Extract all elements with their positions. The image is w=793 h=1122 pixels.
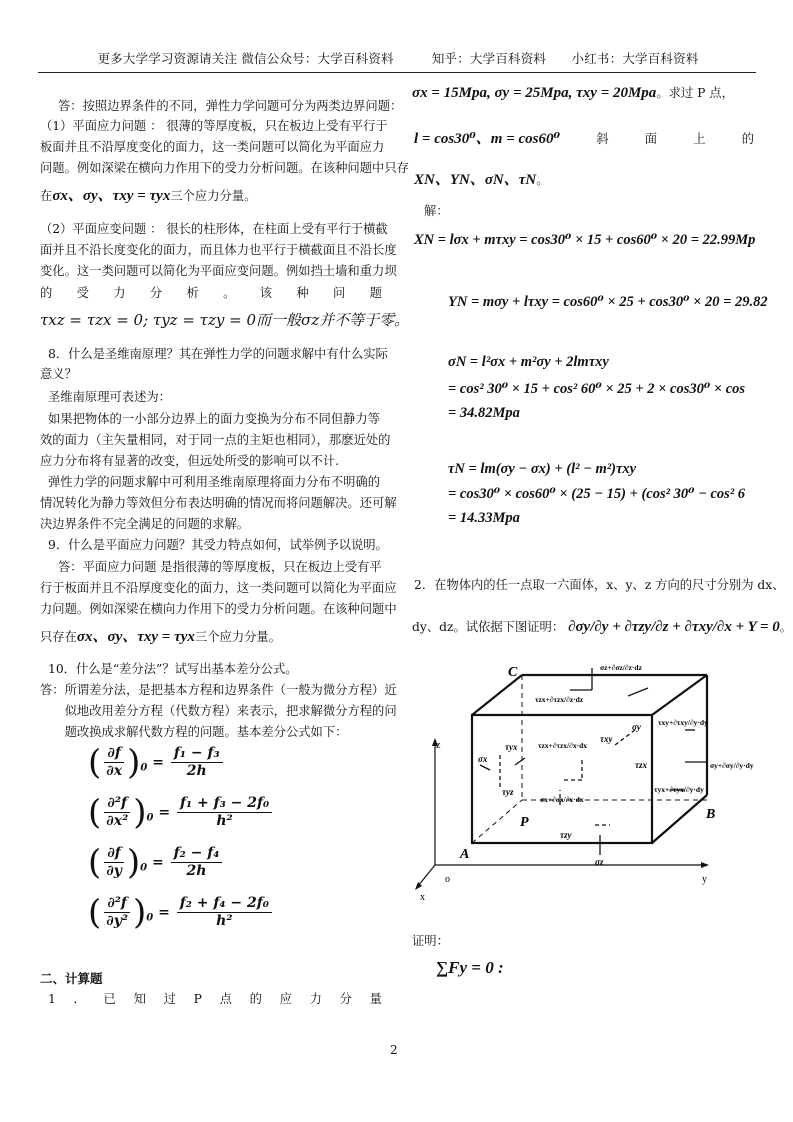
formula-d2fdx2: ( $\frac{\text{∂²f}}{\text{∂x²}}$ )$_0$ = $\frac{\text{f₁ + f₃ − 2f₀}}{\text{h²}}$: [88, 795, 274, 830]
intro-line: 答：按照边界条件的不同，弹性力学问题可分为两类边界问题：: [58, 99, 403, 113]
page-header: 更多大学学习资源请关注 微信公众号：大学百科资料 知乎：大学百科资料 小红书：大学百科资料: [97, 51, 699, 66]
q2-line-2: [412, 618, 792, 637]
label-sigma-z: σz: [595, 857, 604, 867]
formula-lhs-den: ∂x²: [106, 813, 129, 829]
eq-tau-n-3: = 14.33Mpa: [448, 510, 520, 526]
spread-word: 应: [279, 992, 292, 1006]
spread-word: 点: [219, 992, 232, 1006]
plane-strain-line-2: 面并且不沿长度变化的面力，而且体力也平行于横截面且不沿长度: [40, 243, 397, 257]
label-tau-zx-dx: τzx+∂τzx/∂x·dx: [538, 741, 588, 750]
spread-word: 种: [296, 286, 309, 300]
spread-word: P: [193, 992, 202, 1006]
q9-stress-math: σx、σy、τxy = τyx: [76, 629, 195, 645]
spread-word: 问: [333, 286, 346, 300]
proof-label: 证明：: [412, 934, 449, 948]
strain-math-line: τxz = τzx = 0; τyz = τzy = 0而一般σz并不等于零。: [40, 311, 410, 329]
q10-body-1: 答：所谓差分法，是把基本方程和边界条件（一般为微分方程）近: [40, 683, 397, 697]
subscript-zero: 0: [140, 762, 148, 774]
q9-body-1: 答：平面应力问题 是指很薄的等厚度板，只在板边上受有平: [58, 560, 382, 574]
spread-word: 斜: [596, 132, 609, 146]
formula-d2fdy2: ( $\frac{\text{∂²f}}{\text{∂y²}}$ )$_0$ = $\frac{\text{f₂ + f₄ − 2f₀}}{\text{h²}}$: [88, 895, 274, 930]
eq-xn: XN = lσx + mτxy = cos30⁰ × 15 + cos60⁰ × 20 = 22.99Mp: [414, 232, 756, 248]
eq-sigma-n-3: = 34.82Mpa: [448, 405, 520, 421]
plane-stress-line-3: 问题。例如深梁在横向力作用下的受力分析问题。在该种问题中只存: [40, 161, 409, 175]
label-sigma-x-dx: σx+∂σx/∂x·dx: [540, 795, 584, 804]
label-tau-zy: τzy: [560, 830, 572, 840]
eq-yn: YN = mσy + lτxy = cos60⁰ × 25 + cos30⁰ × 20 = 29.82: [448, 294, 768, 310]
q9-stress-line: [40, 628, 281, 647]
formula-rhs-num: f₁ − f₃: [171, 745, 223, 763]
vertex-p-label: P: [520, 815, 529, 830]
formula-rhs-den: 2h: [186, 763, 207, 779]
formula-lhs-num: ∂f: [104, 745, 124, 763]
q9-body-3: 力问题。例如深梁在横向力作用下的受力分析问题。在该种问题中: [40, 602, 397, 616]
q8-answer-intro: 圣维南原理可表述为：: [48, 390, 171, 404]
plane-stress-line-1: （1）平面应力问题 ： 很薄的等厚度板，只在板边上受有平行于: [40, 119, 388, 133]
given-suffix: 。求过 P 点，: [656, 86, 734, 100]
q2-line-1: 2．在物体内的任一点取一六面体，x、y、z 方向的尺寸分别为 dx、: [414, 578, 785, 592]
spread-word: 上: [693, 132, 706, 146]
q9-title: 9．什么是平面应力问题？其受力特点如何，试举例予以说明。: [48, 538, 388, 552]
formula-lhs-den: ∂y²: [106, 913, 129, 929]
formula-rhs-den: h²: [216, 913, 233, 929]
spread-word: 面: [644, 132, 658, 146]
given-math: σx = 15Mpa, σy = 25Mpa, τxy = 20Mpa: [412, 85, 657, 101]
spread-word: 过: [163, 992, 176, 1006]
hexahedron-diagram: [410, 650, 780, 910]
formula-dfdy: ( $\frac{\partial f}{\partial y}$ )$_0$ = $\frac{\text{f₂ − f₄}}{2h}$: [88, 845, 224, 880]
section-calc-title: 二、计算题: [40, 972, 103, 986]
formula-lhs-num: ∂f: [104, 845, 124, 863]
unknowns-suffix: 。: [536, 173, 549, 187]
label-sigma-z-dz: σz+∂σz/∂z·dz: [600, 663, 642, 672]
q2-eq-suffix: 。: [779, 620, 793, 634]
formula-rhs-num: f₁ + f₃ − 2f₀: [177, 795, 272, 813]
spread-word: 1: [48, 992, 56, 1006]
label-tau-yz: τyz: [502, 787, 514, 797]
q8-body2-2: 情况转化为静力等效但分布表达明确的情况而将问题解决。还可解: [40, 496, 397, 510]
subscript-zero: 0: [146, 812, 154, 824]
q8-body2-3: 决边界条件不完全满足的问题的求解。: [40, 517, 250, 531]
eq-sigma-n-2: = cos² 30⁰ × 15 + cos² 60⁰ × 25 + 2 × cos30⁰ × cos: [448, 381, 746, 397]
label-sigma-y-inner: σy: [632, 722, 641, 732]
q2-prefix: dy、dz。试依据下图证明：: [412, 620, 565, 634]
label-tau-xy: τxy: [600, 734, 613, 744]
sum-fy-equation: ∑Fy = 0 :: [436, 958, 504, 977]
label-tau-zx: τzx: [635, 760, 647, 770]
spread-word: 分: [149, 286, 163, 300]
q8-title: 8．什么是圣维南原理？其在弹性力学的问题求解中有什么实际: [48, 347, 388, 361]
stress-comp-suffix: 三个应力分量。: [170, 189, 257, 203]
q2-equation: ∂σy/∂y + ∂τzy/∂z + ∂τxy/∂x + Y = 0: [568, 619, 780, 635]
label-tau-yx-dy: τyx+∂τyx/∂y·dy: [654, 785, 704, 794]
label-tau-zx-dz: τzx+∂τzx/∂z·dz: [535, 695, 584, 704]
formula-rhs-den: h²: [216, 813, 233, 829]
q8-body-2: 效的面力（主矢量相同，对于同一点的主矩也相同），那麽近处的: [40, 433, 391, 447]
spread-word: 析: [186, 286, 199, 300]
label-sigma-y-dy: σy+∂σy/∂y·dy: [710, 761, 754, 770]
spread-word: 受: [76, 286, 89, 300]
stress-components-line: [40, 187, 256, 206]
spread-word: 已: [103, 992, 116, 1006]
spread-word: 分: [339, 992, 352, 1006]
direction-line: [414, 130, 754, 149]
plane-strain-line-3: 变化。这一类问题可以简化为平面应变问题。例如挡土墙和重力坝: [40, 264, 397, 278]
stress-comp-prefix: 在: [40, 189, 53, 203]
formula-dfdx: ( $\frac{\partial f}{\partial x}$ )$_0$ = $\frac{\text{f₁ − f₃}}{2h}$: [88, 745, 225, 780]
q8-body-1: 如果把物体的一小部分边界上的面力变换为分布不同但静力等: [48, 412, 381, 426]
spread-word: ．: [73, 992, 86, 1006]
formula-rhs-num: f₂ − f₄: [171, 845, 223, 863]
formula-lhs-num: ∂²f: [104, 895, 130, 913]
label-tau-xy-dy: τxy+∂τxy/∂y·dy: [658, 718, 708, 727]
spread-word: 量: [369, 992, 382, 1006]
formula-rhs-num: f₂ + f₄ − 2f₀: [177, 895, 272, 913]
label-tau-yx: τyx: [505, 742, 518, 752]
formula-lhs-num: ∂²f: [104, 795, 130, 813]
q10-body-2: 似地改用差分方程（代数方程）来表示，把求解微分方程的问: [40, 704, 397, 718]
plane-strain-line-1: （2）平面应变问题 ： 很长的柱形体，在柱面上受有平行于横截: [40, 222, 388, 236]
q9-stress-suffix: 三个应力分量。: [194, 630, 282, 644]
axis-z-label: z: [436, 740, 441, 751]
calc1-spread-line: [48, 990, 382, 1009]
subscript-zero: 0: [140, 862, 148, 874]
formula-rhs-den: 2h: [186, 863, 207, 879]
spread-word: 力: [309, 992, 322, 1006]
spread-word: 的: [741, 132, 754, 146]
eq-tau-n-1: τN = lm(σy − σx) + (l² − m²)τxy: [448, 461, 637, 477]
eq-sigma-n-1: σN = l²σx + m²σy + 2lmτxy: [448, 354, 609, 370]
stress-comp-math: σx、σy、τxy = τyx: [52, 188, 171, 204]
spread-word: 的: [249, 992, 262, 1006]
spread-word: 知: [133, 992, 146, 1006]
axis-x-label: x: [420, 892, 425, 903]
label-sigma-x: σx: [478, 754, 488, 764]
unknowns-line: [414, 171, 549, 190]
page-number: 2: [390, 1043, 398, 1057]
eq-tau-n-2: = cos30⁰ × cos60⁰ × (25 − 15) + (cos² 30⁰ − cos² 6: [448, 486, 746, 502]
spread-word: 该: [259, 286, 273, 300]
spread-line: [40, 284, 382, 303]
spread-word: 。: [223, 286, 236, 300]
vertex-b-label: B: [706, 807, 716, 822]
q8-body-3: 应力分布将有显著的改变，但远处所受的影响可以不计.: [40, 454, 340, 468]
q8-body2-1: 弹性力学的问题求解中可利用圣维南原理将面力分布不明确的: [48, 475, 381, 489]
spread-word: 的: [40, 286, 53, 300]
unknowns-math: XN、YN、σN、τN: [414, 172, 537, 188]
direction-math: l = cos30⁰、m = cos60⁰: [414, 131, 561, 147]
subscript-zero: 0: [146, 912, 154, 924]
header-divider: [38, 72, 756, 73]
q8-title-cont: 意义？: [40, 367, 77, 381]
given-line: [412, 84, 734, 103]
vertex-a-label: A: [460, 847, 470, 862]
spread-word: 力: [113, 286, 126, 300]
q10-body-3: 题改换成求解代数方程的问题。基本差分公式如下：: [40, 725, 348, 739]
solution-label: 解：: [424, 204, 449, 218]
plane-stress-line-2: 板面并且不沿厚度变化的面力，这一类问题可以简化为平面应力: [40, 140, 385, 154]
q10-title: 10．什么是“差分法”？试写出基本差分公式。: [48, 662, 298, 676]
axis-y-label: y: [702, 874, 707, 885]
q9-stress-prefix: 只存在: [40, 630, 77, 644]
origin-label: o: [445, 874, 450, 885]
q9-body-2: 行于板面并且不沿厚度变化的面力，这一类问题可以简化为平面应: [40, 581, 397, 595]
formula-lhs-den: ∂y: [106, 863, 122, 879]
spread-word: 题: [369, 286, 382, 300]
vertex-c-label: C: [508, 665, 518, 680]
formula-lhs-den: ∂x: [106, 763, 123, 779]
